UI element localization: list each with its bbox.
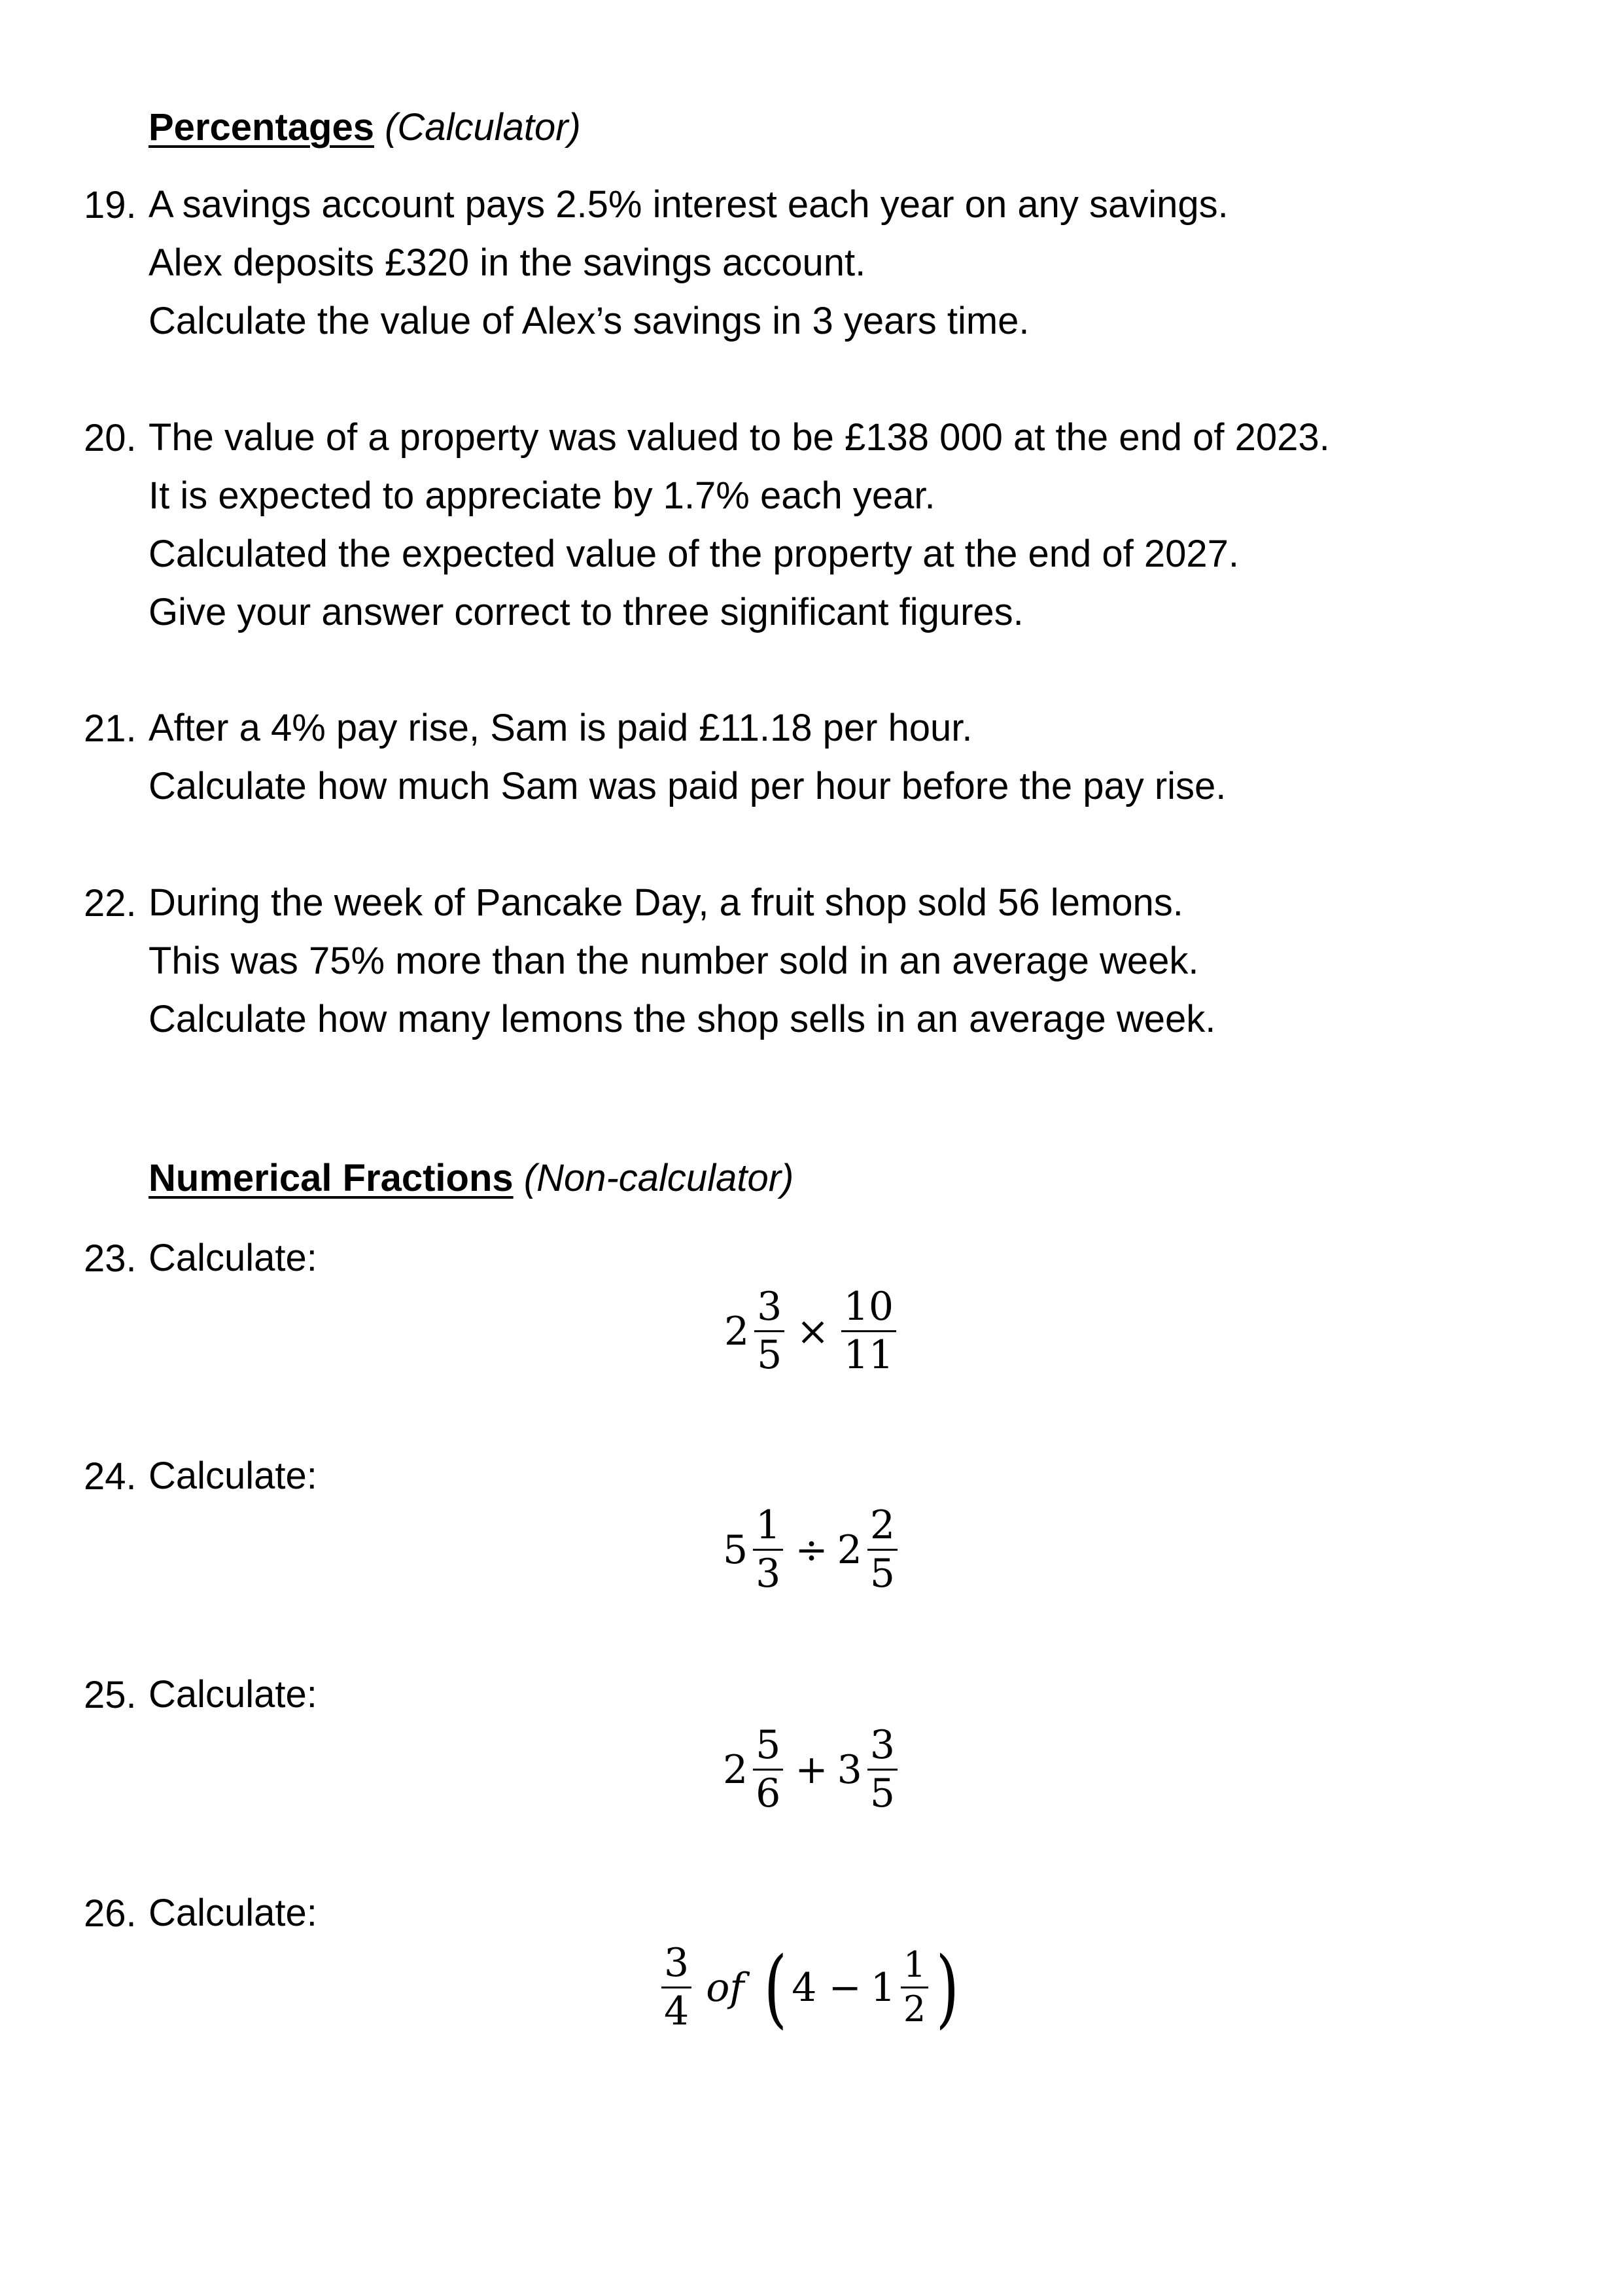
fraction [901,1944,928,2030]
denominator: 6 [756,1771,781,1816]
question-number: 23. [84,1237,137,1280]
fraction [753,1722,783,1816]
question-number: 26. [84,1892,137,1935]
question-number: 19. [84,184,137,226]
question-text: Give your answer correct to three significant figures. [148,591,1024,633]
question-number: 22. [84,882,137,925]
fraction [841,1286,896,1376]
question-text: The value of a property was valued to be £138 000 at the end of 2023. [148,416,1330,459]
question-text: Calculate how much Sam was paid per hour before the pay rise. [148,765,1227,807]
question-text: Calculated the expected value of the property at the end of 2027. [148,533,1240,575]
close-parenthesis: ) [935,1937,960,2038]
question-number: 24. [84,1455,137,1498]
numerator: 1 [903,1944,926,1986]
question-prompt: Calculate: [148,1673,317,1716]
question-number: 21. [84,707,137,750]
whole-number: 3 [837,1746,862,1793]
expression-26 [0,1937,1623,2038]
question-prompt: Calculate: [148,1455,317,1497]
section-note: (Calculator) [385,106,581,149]
section-note: (Non-calculator) [523,1157,794,1199]
question-text: Calculate the value of Alex’s savings in 3 years time. [148,300,1030,342]
question-text: Calculate how many lemons the shop sells in an average week. [148,998,1216,1040]
denominator: 5 [869,1771,896,1816]
expression-23 [0,1286,1623,1376]
operator: + [795,1746,828,1793]
question-text: During the week of Pancake Day, a fruit shop sold 56 lemons. [148,881,1183,924]
denominator: 11 [843,1332,894,1378]
denominator: 3 [756,1551,781,1597]
question-text: A savings account pays 2.5% interest each year on any savings. [148,183,1229,226]
question-prompt: Calculate: [148,1892,317,1934]
question-number: 20. [84,417,137,459]
whole-number: 2 [837,1527,862,1573]
section-heading-numerical-fractions [148,1159,794,1197]
expression-24 [0,1502,1623,1597]
fraction [661,1940,691,2034]
whole-number: 4 [792,1964,817,2011]
numerator: 5 [756,1722,781,1768]
denominator: 5 [869,1551,896,1597]
question-number: 25. [84,1674,137,1716]
expression-25 [0,1722,1623,1816]
denominator: 2 [903,1988,926,2030]
section-title: Percentages [148,106,374,149]
whole-number: 2 [724,1308,750,1354]
numerator: 3 [664,1940,689,1986]
numerator: 1 [756,1502,781,1548]
numerator: 3 [869,1722,896,1768]
whole-number: 1 [870,1964,896,2011]
operator: − [828,1964,862,2011]
question-text: Alex deposits £320 in the savings account. [148,241,866,284]
whole-number: 5 [722,1527,748,1573]
fraction [867,1502,898,1597]
question-prompt: Calculate: [148,1237,317,1279]
section-heading-percentages [148,106,581,149]
denominator: 5 [757,1332,782,1378]
section-title: Numerical Fractions [148,1157,514,1199]
fraction [867,1722,898,1816]
numerator: 3 [757,1284,782,1330]
open-parenthesis: ( [763,1937,787,2038]
fraction [754,1286,784,1376]
question-text: It is expected to appreciate by 1.7% each year. [148,474,935,517]
question-text: This was 75% more than the number sold in an average week. [148,940,1199,982]
numerator: 2 [869,1502,896,1548]
denominator: 4 [664,1988,689,2034]
of-word: of [706,1964,744,2011]
whole-number: 2 [722,1746,748,1793]
operator: × [796,1308,829,1354]
numerator: 10 [843,1284,894,1330]
fraction [753,1502,783,1597]
question-text: After a 4% pay rise, Sam is paid £11.18 per hour. [148,707,973,749]
operator: ÷ [795,1527,828,1573]
